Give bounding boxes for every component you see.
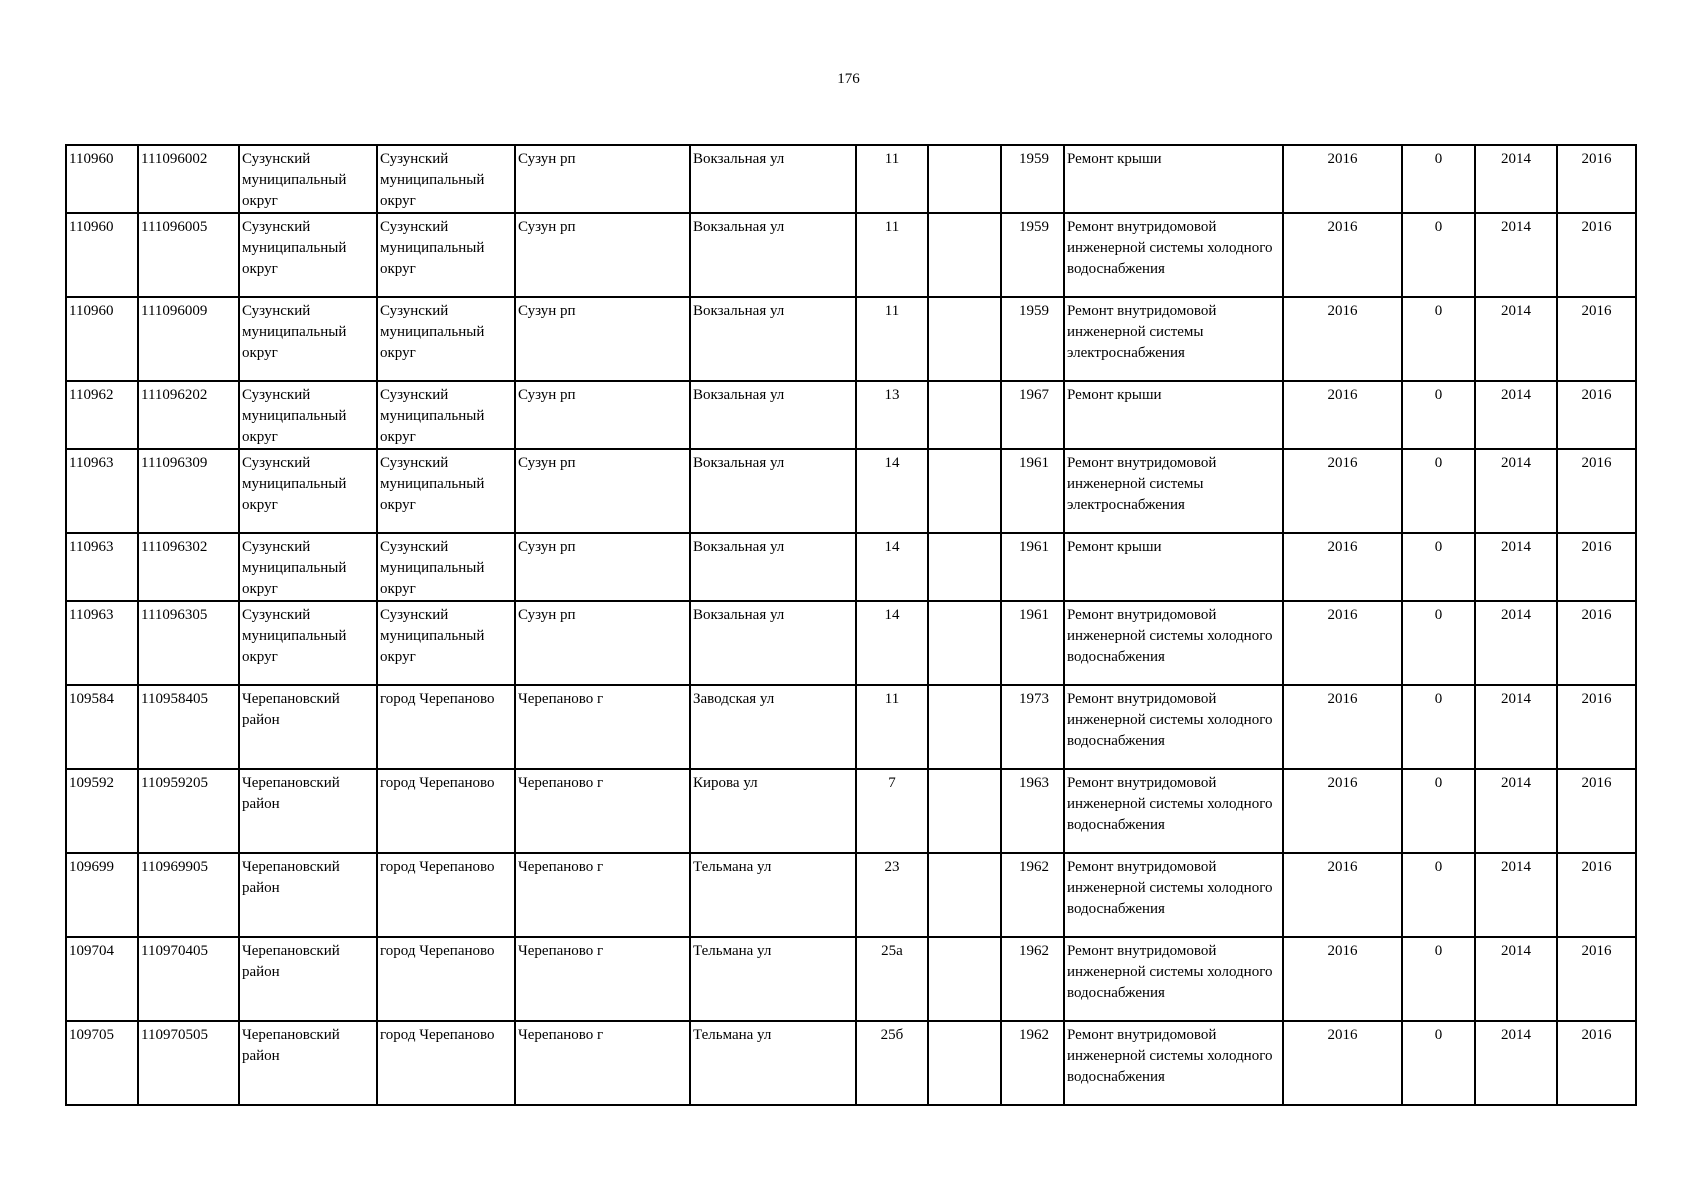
district-cell: Сузунский муниципальный округ xyxy=(239,145,377,213)
record-id-cell: 110963 xyxy=(66,601,138,685)
settlement-cell: Черепаново г xyxy=(515,853,690,937)
build-year-cell: 1961 xyxy=(1001,449,1064,533)
municipality-cell: Сузунский муниципальный округ xyxy=(377,601,515,685)
value-cell: 0 xyxy=(1402,449,1475,533)
municipality-cell: город Черепаново xyxy=(377,1021,515,1105)
house-number-cell: 23 xyxy=(856,853,928,937)
work-id-cell: 110970405 xyxy=(138,937,239,1021)
work-id-cell: 110958405 xyxy=(138,685,239,769)
district-cell: Черепановский район xyxy=(239,937,377,1021)
street-cell: Вокзальная ул xyxy=(690,381,856,449)
work-type-cell: Ремонт внутридомовой инженерной системы холодного водоснабжения xyxy=(1064,213,1283,297)
building-cell xyxy=(928,213,1001,297)
street-cell: Вокзальная ул xyxy=(690,213,856,297)
build-year-cell: 1963 xyxy=(1001,769,1064,853)
work-type-cell: Ремонт внутридомовой инженерной системы электроснабжения xyxy=(1064,297,1283,381)
build-year-cell: 1967 xyxy=(1001,381,1064,449)
work-type-cell: Ремонт внутридомовой инженерной системы холодного водоснабжения xyxy=(1064,1021,1283,1105)
table-row xyxy=(66,381,1636,449)
building-cell xyxy=(928,533,1001,601)
work-id-cell: 111096005 xyxy=(138,213,239,297)
table-row xyxy=(66,145,1636,213)
period-start-cell: 2014 xyxy=(1475,853,1557,937)
settlement-cell: Сузун рп xyxy=(515,533,690,601)
record-id-cell: 109705 xyxy=(66,1021,138,1105)
build-year-cell: 1962 xyxy=(1001,1021,1064,1105)
building-cell xyxy=(928,853,1001,937)
record-id-cell: 110963 xyxy=(66,449,138,533)
street-cell: Вокзальная ул xyxy=(690,145,856,213)
value-cell: 0 xyxy=(1402,601,1475,685)
district-cell: Сузунский муниципальный округ xyxy=(239,381,377,449)
build-year-cell: 1959 xyxy=(1001,297,1064,381)
plan-year-cell: 2016 xyxy=(1283,297,1402,381)
page-number: 176 xyxy=(837,71,860,87)
record-id-cell: 110960 xyxy=(66,297,138,381)
municipality-cell: город Черепаново xyxy=(377,937,515,1021)
plan-year-cell: 2016 xyxy=(1283,937,1402,1021)
table-row xyxy=(66,601,1636,685)
plan-year-cell: 2016 xyxy=(1283,533,1402,601)
period-end-cell: 2016 xyxy=(1557,1021,1636,1105)
period-start-cell: 2014 xyxy=(1475,769,1557,853)
plan-year-cell: 2016 xyxy=(1283,145,1402,213)
plan-year-cell: 2016 xyxy=(1283,449,1402,533)
building-cell xyxy=(928,381,1001,449)
building-cell xyxy=(928,297,1001,381)
plan-year-cell: 2016 xyxy=(1283,685,1402,769)
table-row xyxy=(66,937,1636,1021)
value-cell: 0 xyxy=(1402,213,1475,297)
settlement-cell: Сузун рп xyxy=(515,449,690,533)
municipality-cell: город Черепаново xyxy=(377,685,515,769)
period-end-cell: 2016 xyxy=(1557,685,1636,769)
period-end-cell: 2016 xyxy=(1557,381,1636,449)
district-cell: Черепановский район xyxy=(239,853,377,937)
municipality-cell: Сузунский муниципальный округ xyxy=(377,533,515,601)
municipality-cell: Сузунский муниципальный округ xyxy=(377,213,515,297)
record-id-cell: 109704 xyxy=(66,937,138,1021)
work-id-cell: 111096202 xyxy=(138,381,239,449)
work-id-cell: 110969905 xyxy=(138,853,239,937)
work-type-cell: Ремонт внутридомовой инженерной системы холодного водоснабжения xyxy=(1064,601,1283,685)
record-id-cell: 110962 xyxy=(66,381,138,449)
record-id-cell: 110963 xyxy=(66,533,138,601)
street-cell: Вокзальная ул xyxy=(690,297,856,381)
district-cell: Сузунский муниципальный округ xyxy=(239,449,377,533)
table-row xyxy=(66,449,1636,533)
district-cell: Сузунский муниципальный округ xyxy=(239,533,377,601)
table-row xyxy=(66,533,1636,601)
value-cell: 0 xyxy=(1402,533,1475,601)
value-cell: 0 xyxy=(1402,145,1475,213)
settlement-cell: Сузун рп xyxy=(515,381,690,449)
table-row xyxy=(66,769,1636,853)
period-start-cell: 2014 xyxy=(1475,533,1557,601)
period-start-cell: 2014 xyxy=(1475,685,1557,769)
period-start-cell: 2014 xyxy=(1475,937,1557,1021)
building-cell xyxy=(928,685,1001,769)
house-number-cell: 14 xyxy=(856,601,928,685)
period-end-cell: 2016 xyxy=(1557,533,1636,601)
period-end-cell: 2016 xyxy=(1557,853,1636,937)
work-id-cell: 111096305 xyxy=(138,601,239,685)
district-cell: Сузунский муниципальный округ xyxy=(239,213,377,297)
street-cell: Тельмана ул xyxy=(690,853,856,937)
value-cell: 0 xyxy=(1402,381,1475,449)
municipality-cell: город Черепаново xyxy=(377,853,515,937)
district-cell: Сузунский муниципальный округ xyxy=(239,601,377,685)
work-type-cell: Ремонт внутридомовой инженерной системы холодного водоснабжения xyxy=(1064,685,1283,769)
period-end-cell: 2016 xyxy=(1557,449,1636,533)
house-number-cell: 7 xyxy=(856,769,928,853)
value-cell: 0 xyxy=(1402,297,1475,381)
work-id-cell: 111096309 xyxy=(138,449,239,533)
period-end-cell: 2016 xyxy=(1557,213,1636,297)
municipality-cell: Сузунский муниципальный округ xyxy=(377,297,515,381)
period-end-cell: 2016 xyxy=(1557,937,1636,1021)
settlement-cell: Черепаново г xyxy=(515,1021,690,1105)
value-cell: 0 xyxy=(1402,937,1475,1021)
settlement-cell: Черепаново г xyxy=(515,685,690,769)
settlement-cell: Черепаново г xyxy=(515,937,690,1021)
district-cell: Сузунский муниципальный округ xyxy=(239,297,377,381)
settlement-cell: Сузун рп xyxy=(515,297,690,381)
record-id-cell: 110960 xyxy=(66,145,138,213)
house-number-cell: 13 xyxy=(856,381,928,449)
period-end-cell: 2016 xyxy=(1557,601,1636,685)
period-start-cell: 2014 xyxy=(1475,145,1557,213)
settlement-cell: Черепаново г xyxy=(515,769,690,853)
period-start-cell: 2014 xyxy=(1475,381,1557,449)
building-cell xyxy=(928,1021,1001,1105)
street-cell: Тельмана ул xyxy=(690,1021,856,1105)
district-cell: Черепановский район xyxy=(239,769,377,853)
street-cell: Кирова ул xyxy=(690,769,856,853)
house-number-cell: 11 xyxy=(856,213,928,297)
street-cell: Вокзальная ул xyxy=(690,449,856,533)
plan-year-cell: 2016 xyxy=(1283,769,1402,853)
repair-register-table xyxy=(65,144,1637,1106)
house-number-cell: 25а xyxy=(856,937,928,1021)
work-id-cell: 111096302 xyxy=(138,533,239,601)
work-id-cell: 110959205 xyxy=(138,769,239,853)
work-id-cell: 110970505 xyxy=(138,1021,239,1105)
record-id-cell: 109592 xyxy=(66,769,138,853)
work-type-cell: Ремонт внутридомовой инженерной системы холодного водоснабжения xyxy=(1064,937,1283,1021)
plan-year-cell: 2016 xyxy=(1283,381,1402,449)
plan-year-cell: 2016 xyxy=(1283,1021,1402,1105)
table-row xyxy=(66,297,1636,381)
street-cell: Тельмана ул xyxy=(690,937,856,1021)
house-number-cell: 11 xyxy=(856,297,928,381)
municipality-cell: Сузунский муниципальный округ xyxy=(377,381,515,449)
table-body xyxy=(66,145,1636,1105)
period-end-cell: 2016 xyxy=(1557,297,1636,381)
work-id-cell: 111096002 xyxy=(138,145,239,213)
building-cell xyxy=(928,145,1001,213)
work-type-cell: Ремонт внутридомовой инженерной системы холодного водоснабжения xyxy=(1064,853,1283,937)
build-year-cell: 1973 xyxy=(1001,685,1064,769)
period-start-cell: 2014 xyxy=(1475,449,1557,533)
build-year-cell: 1961 xyxy=(1001,533,1064,601)
period-start-cell: 2014 xyxy=(1475,213,1557,297)
municipality-cell: Сузунский муниципальный округ xyxy=(377,145,515,213)
house-number-cell: 11 xyxy=(856,685,928,769)
table-row xyxy=(66,685,1636,769)
table-row xyxy=(66,1021,1636,1105)
value-cell: 0 xyxy=(1402,1021,1475,1105)
settlement-cell: Сузун рп xyxy=(515,601,690,685)
value-cell: 0 xyxy=(1402,685,1475,769)
record-id-cell: 110960 xyxy=(66,213,138,297)
district-cell: Черепановский район xyxy=(239,685,377,769)
building-cell xyxy=(928,937,1001,1021)
building-cell xyxy=(928,449,1001,533)
work-type-cell: Ремонт крыши xyxy=(1064,533,1283,601)
build-year-cell: 1961 xyxy=(1001,601,1064,685)
plan-year-cell: 2016 xyxy=(1283,601,1402,685)
build-year-cell: 1959 xyxy=(1001,213,1064,297)
period-end-cell: 2016 xyxy=(1557,769,1636,853)
build-year-cell: 1959 xyxy=(1001,145,1064,213)
house-number-cell: 14 xyxy=(856,533,928,601)
work-id-cell: 111096009 xyxy=(138,297,239,381)
street-cell: Заводская ул xyxy=(690,685,856,769)
street-cell: Вокзальная ул xyxy=(690,601,856,685)
work-type-cell: Ремонт крыши xyxy=(1064,381,1283,449)
house-number-cell: 14 xyxy=(856,449,928,533)
settlement-cell: Сузун рп xyxy=(515,213,690,297)
building-cell xyxy=(928,601,1001,685)
plan-year-cell: 2016 xyxy=(1283,213,1402,297)
street-cell: Вокзальная ул xyxy=(690,533,856,601)
work-type-cell: Ремонт крыши xyxy=(1064,145,1283,213)
settlement-cell: Сузун рп xyxy=(515,145,690,213)
build-year-cell: 1962 xyxy=(1001,853,1064,937)
work-type-cell: Ремонт внутридомовой инженерной системы холодного водоснабжения xyxy=(1064,769,1283,853)
period-end-cell: 2016 xyxy=(1557,145,1636,213)
house-number-cell: 25б xyxy=(856,1021,928,1105)
building-cell xyxy=(928,769,1001,853)
municipality-cell: Сузунский муниципальный округ xyxy=(377,449,515,533)
value-cell: 0 xyxy=(1402,853,1475,937)
period-start-cell: 2014 xyxy=(1475,601,1557,685)
record-id-cell: 109584 xyxy=(66,685,138,769)
period-start-cell: 2014 xyxy=(1475,1021,1557,1105)
municipality-cell: город Черепаново xyxy=(377,769,515,853)
value-cell: 0 xyxy=(1402,769,1475,853)
build-year-cell: 1962 xyxy=(1001,937,1064,1021)
record-id-cell: 109699 xyxy=(66,853,138,937)
house-number-cell: 11 xyxy=(856,145,928,213)
table-row xyxy=(66,853,1636,937)
table-row xyxy=(66,213,1636,297)
plan-year-cell: 2016 xyxy=(1283,853,1402,937)
district-cell: Черепановский район xyxy=(239,1021,377,1105)
period-start-cell: 2014 xyxy=(1475,297,1557,381)
work-type-cell: Ремонт внутридомовой инженерной системы электроснабжения xyxy=(1064,449,1283,533)
